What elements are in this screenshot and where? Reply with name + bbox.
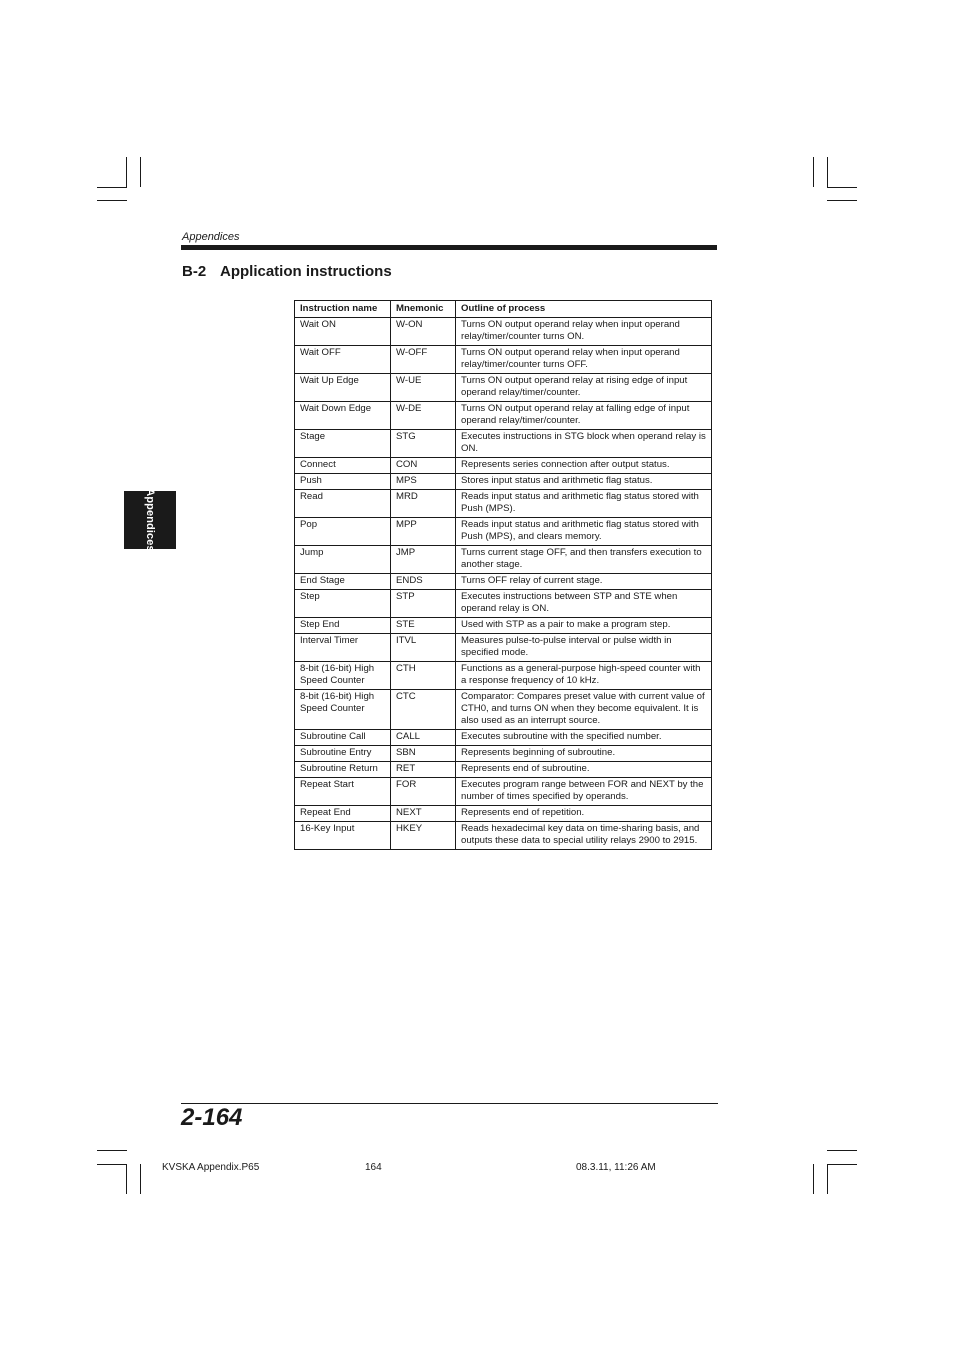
table-row <box>295 634 712 662</box>
running-header: Appendices <box>182 231 240 243</box>
column-header-instruction-name: Instruction name <box>295 301 391 318</box>
crop-mark-bottom-left-h1 <box>97 1150 127 1151</box>
cell-instruction-name: Repeat Start <box>295 778 391 806</box>
crop-mark-bottom-left-v2 <box>140 1164 141 1194</box>
cell-mnemonic: STP <box>391 590 456 618</box>
crop-mark-top-left-h2 <box>97 200 127 201</box>
crop-mark-top-left-v2 <box>140 157 141 187</box>
cell-instruction-name: End Stage <box>295 574 391 590</box>
cell-outline: Turns ON output operand relay at rising edge of input operand relay/timer/counter. <box>456 374 712 402</box>
cell-mnemonic: W-OFF <box>391 346 456 374</box>
table-row <box>295 690 712 730</box>
cell-outline: Turns current stage OFF, and then transfers execution to another stage. <box>456 546 712 574</box>
cell-mnemonic: SBN <box>391 746 456 762</box>
cell-instruction-name: Step End <box>295 618 391 634</box>
cell-instruction-name: 16-Key Input <box>295 822 391 850</box>
cell-instruction-name: Wait ON <box>295 318 391 346</box>
crop-mark-top-right-h1 <box>827 187 857 188</box>
cell-mnemonic: CTH <box>391 662 456 690</box>
crop-mark-top-right-v2 <box>827 157 828 187</box>
cell-instruction-name: Wait OFF <box>295 346 391 374</box>
cell-outline: Turns OFF relay of current stage. <box>456 574 712 590</box>
cell-mnemonic: JMP <box>391 546 456 574</box>
cell-outline: Reads input status and arithmetic flag status stored with Push (MPS), and clears memory. <box>456 518 712 546</box>
cell-outline: Turns ON output operand relay when input operand relay/timer/counter turns OFF. <box>456 346 712 374</box>
cell-mnemonic: ENDS <box>391 574 456 590</box>
crop-mark-bottom-left-v1 <box>126 1164 127 1194</box>
cell-outline: Turns ON output operand relay at falling edge of input operand relay/timer/counter. <box>456 402 712 430</box>
slug-page: 164 <box>365 1162 382 1173</box>
crop-mark-top-left-h1 <box>97 187 127 188</box>
crop-mark-top-right-v1 <box>813 157 814 187</box>
side-thumb-tab <box>124 488 176 552</box>
cell-mnemonic: STG <box>391 430 456 458</box>
table-row <box>295 574 712 590</box>
table-row <box>295 346 712 374</box>
cell-instruction-name: Interval Timer <box>295 634 391 662</box>
table-row <box>295 490 712 518</box>
cell-mnemonic: MRD <box>391 490 456 518</box>
table-row <box>295 822 712 850</box>
application-instructions-table <box>294 300 712 850</box>
cell-mnemonic: ITVL <box>391 634 456 662</box>
table-row <box>295 730 712 746</box>
table-row <box>295 546 712 574</box>
cell-mnemonic: W-ON <box>391 318 456 346</box>
cell-mnemonic: STE <box>391 618 456 634</box>
cell-outline: Represents series connection after output status. <box>456 458 712 474</box>
cell-outline: Executes program range between FOR and NEXT by the number of times specified by operands. <box>456 778 712 806</box>
cell-mnemonic: RET <box>391 762 456 778</box>
section-number: B-2 <box>182 263 207 280</box>
table-row <box>295 374 712 402</box>
cell-mnemonic: W-UE <box>391 374 456 402</box>
cell-instruction-name: Wait Up Edge <box>295 374 391 402</box>
column-header-outline: Outline of process <box>456 301 712 318</box>
cell-outline: Represents end of subroutine. <box>456 762 712 778</box>
table-row <box>295 778 712 806</box>
cell-instruction-name: Subroutine Return <box>295 762 391 778</box>
cell-outline: Represents end of repetition. <box>456 806 712 822</box>
section-title: Application instructions <box>220 263 392 280</box>
cell-instruction-name: Jump <box>295 546 391 574</box>
cell-outline: Executes subroutine with the specified number. <box>456 730 712 746</box>
cell-outline: Comparator: Compares preset value with current value of CTH0, and turns ON when they become equivalent. It is also used as an interrupt source. <box>456 690 712 730</box>
cell-outline: Stores input status and arithmetic flag status. <box>456 474 712 490</box>
page-number: 2-164 <box>181 1104 243 1131</box>
cell-outline: Executes instructions between STP and STE when operand relay is ON. <box>456 590 712 618</box>
table-row <box>295 458 712 474</box>
header-rule <box>181 245 717 250</box>
cell-outline: Turns ON output operand relay when input operand relay/timer/counter turns ON. <box>456 318 712 346</box>
cell-mnemonic: NEXT <box>391 806 456 822</box>
cell-mnemonic: CTC <box>391 690 456 730</box>
crop-mark-bottom-right-h2 <box>827 1164 857 1165</box>
cell-outline: Reads input status and arithmetic flag status stored with Push (MPS). <box>456 490 712 518</box>
cell-instruction-name: Stage <box>295 430 391 458</box>
section-heading <box>182 263 392 280</box>
table-row <box>295 762 712 778</box>
table-row <box>295 590 712 618</box>
table-row <box>295 318 712 346</box>
cell-mnemonic: FOR <box>391 778 456 806</box>
cell-instruction-name: Subroutine Call <box>295 730 391 746</box>
cell-mnemonic: W-DE <box>391 402 456 430</box>
table-row <box>295 746 712 762</box>
cell-mnemonic: CON <box>391 458 456 474</box>
cell-mnemonic: MPS <box>391 474 456 490</box>
table-row <box>295 402 712 430</box>
cell-instruction-name: Push <box>295 474 391 490</box>
cell-instruction-name: Repeat End <box>295 806 391 822</box>
column-header-mnemonic: Mnemonic <box>391 301 456 318</box>
cell-instruction-name: 8-bit (16-bit) High Speed Counter <box>295 662 391 690</box>
crop-mark-bottom-right-v1 <box>813 1164 814 1194</box>
slug-file-name: KVSKA Appendix.P65 <box>162 1162 260 1173</box>
cell-instruction-name: Read <box>295 490 391 518</box>
cell-mnemonic: MPP <box>391 518 456 546</box>
table-row <box>295 618 712 634</box>
cell-outline: Used with STP as a pair to make a program step. <box>456 618 712 634</box>
slug-timestamp: 08.3.11, 11:26 AM <box>576 1162 656 1173</box>
cell-outline: Represents beginning of subroutine. <box>456 746 712 762</box>
cell-outline: Executes instructions in STG block when operand relay is ON. <box>456 430 712 458</box>
footer-rule <box>181 1103 718 1104</box>
cell-outline: Reads hexadecimal key data on time-sharing basis, and outputs these data to special utility relays 2900 to 2915. <box>456 822 712 850</box>
table-header-row <box>295 301 712 318</box>
crop-mark-bottom-right-h1 <box>827 1150 857 1151</box>
cell-outline: Functions as a general-purpose high-speed counter with a response frequency of 10 kHz. <box>456 662 712 690</box>
table-row <box>295 518 712 546</box>
cell-instruction-name: Pop <box>295 518 391 546</box>
crop-mark-top-right-h2 <box>827 200 857 201</box>
cell-instruction-name: Step <box>295 590 391 618</box>
side-tab-label: Appendices <box>144 488 156 552</box>
crop-mark-top-left-v1 <box>126 157 127 187</box>
cell-instruction-name: Wait Down Edge <box>295 402 391 430</box>
cell-mnemonic: HKEY <box>391 822 456 850</box>
table-row <box>295 430 712 458</box>
table-row <box>295 806 712 822</box>
cell-instruction-name: Connect <box>295 458 391 474</box>
table-row <box>295 474 712 490</box>
cell-instruction-name: Subroutine Entry <box>295 746 391 762</box>
table-body <box>295 318 712 850</box>
crop-mark-bottom-right-v2 <box>827 1164 828 1194</box>
table-row <box>295 662 712 690</box>
crop-mark-bottom-left-h2 <box>97 1164 127 1165</box>
cell-outline: Measures pulse-to-pulse interval or pulse width in specified mode. <box>456 634 712 662</box>
cell-instruction-name: 8-bit (16-bit) High Speed Counter <box>295 690 391 730</box>
cell-mnemonic: CALL <box>391 730 456 746</box>
